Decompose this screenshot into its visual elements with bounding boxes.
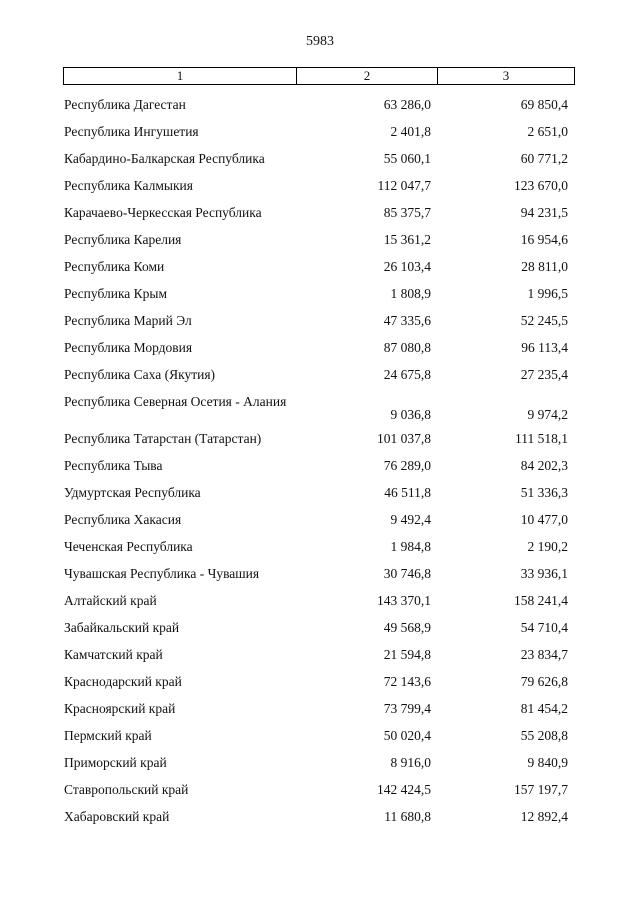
value-col-2: 1 808,9 bbox=[390, 286, 431, 301]
value-col-2: 87 080,8 bbox=[383, 340, 431, 355]
value-col-3: 16 954,6 bbox=[520, 232, 568, 247]
value-col-2: 73 799,4 bbox=[383, 701, 431, 716]
region-name: Республика Татарстан (Татарстан) bbox=[64, 431, 262, 446]
table-row bbox=[0, 173, 640, 200]
value-col-3: 69 850,4 bbox=[520, 97, 568, 112]
region-name: Красноярский край bbox=[64, 701, 176, 716]
value-col-2: 2 401,8 bbox=[390, 124, 431, 139]
table-row bbox=[0, 696, 640, 723]
value-col-3: 2 190,2 bbox=[527, 539, 568, 554]
region-name: Краснодарский край bbox=[64, 674, 182, 689]
value-col-3: 79 626,8 bbox=[520, 674, 568, 689]
value-col-2: 76 289,0 bbox=[383, 458, 431, 473]
region-name: Алтайский край bbox=[64, 593, 157, 608]
value-col-2: 24 675,8 bbox=[383, 367, 431, 382]
value-col-2: 112 047,7 bbox=[377, 178, 431, 193]
table-row bbox=[0, 362, 640, 389]
region-name: Карачаево-Черкесская Республика bbox=[64, 205, 262, 220]
table-row bbox=[0, 146, 640, 173]
value-col-3: 111 518,1 bbox=[515, 431, 568, 446]
region-name: Республика Северная Осетия - Алания bbox=[64, 394, 287, 409]
value-col-3: 33 936,1 bbox=[520, 566, 568, 581]
value-col-3: 158 241,4 bbox=[514, 593, 568, 608]
table-row bbox=[0, 723, 640, 750]
value-col-3: 94 231,5 bbox=[520, 205, 568, 220]
value-col-3: 9 840,9 bbox=[527, 755, 568, 770]
value-col-2: 11 680,8 bbox=[384, 809, 431, 824]
region-name: Хабаровский край bbox=[64, 809, 170, 824]
value-col-3: 27 235,4 bbox=[520, 367, 568, 382]
region-name: Республика Калмыкия bbox=[64, 178, 193, 193]
region-name: Приморский край bbox=[64, 755, 167, 770]
region-name: Кабардино-Балкарская Республика bbox=[64, 151, 265, 166]
region-name: Республика Мордовия bbox=[64, 340, 193, 355]
header-col-3: 3 bbox=[502, 68, 510, 83]
table-row bbox=[0, 389, 640, 426]
value-col-2: 142 424,5 bbox=[377, 782, 431, 797]
region-name: Республика Тыва bbox=[64, 458, 163, 473]
header-col-2: 2 bbox=[297, 68, 438, 84]
table-row bbox=[0, 200, 640, 227]
region-name: Чеченская Республика bbox=[64, 539, 193, 554]
table-body bbox=[0, 92, 640, 831]
table-row bbox=[0, 453, 640, 480]
value-col-2: 49 568,9 bbox=[383, 620, 431, 635]
value-col-3: 2 651,0 bbox=[527, 124, 568, 139]
region-name: Чувашская Республика - Чувашия bbox=[64, 566, 260, 581]
table-row bbox=[0, 534, 640, 561]
value-col-2: 9 492,4 bbox=[390, 512, 431, 527]
table-row bbox=[0, 227, 640, 254]
table-row bbox=[0, 426, 640, 453]
table-row bbox=[0, 777, 640, 804]
value-col-2: 46 511,8 bbox=[384, 485, 431, 500]
table-row bbox=[0, 119, 640, 146]
value-col-2: 55 060,1 bbox=[383, 151, 431, 166]
value-col-3: 96 113,4 bbox=[521, 340, 568, 355]
page-number: 5983 bbox=[306, 34, 334, 49]
value-col-3: 55 208,8 bbox=[520, 728, 568, 743]
value-col-2: 9 036,8 bbox=[390, 407, 431, 422]
region-name: Республика Крым bbox=[64, 286, 168, 301]
table-row bbox=[0, 308, 640, 335]
value-col-2: 26 103,4 bbox=[383, 259, 431, 274]
region-name: Удмуртская Республика bbox=[64, 485, 201, 500]
value-col-3: 157 197,7 bbox=[514, 782, 568, 797]
value-col-2: 1 984,8 bbox=[390, 539, 431, 554]
value-col-3: 81 454,2 bbox=[520, 701, 568, 716]
value-col-3: 51 336,3 bbox=[520, 485, 568, 500]
table-row bbox=[0, 642, 640, 669]
table-row bbox=[0, 669, 640, 696]
value-col-2: 101 037,8 bbox=[377, 431, 431, 446]
value-col-3: 1 996,5 bbox=[527, 286, 568, 301]
value-col-2: 47 335,6 bbox=[383, 313, 431, 328]
value-col-3: 28 811,0 bbox=[521, 259, 568, 274]
table-row bbox=[0, 254, 640, 281]
region-name: Пермский край bbox=[64, 728, 152, 743]
table-row bbox=[0, 804, 640, 831]
region-name: Республика Хакасия bbox=[64, 512, 182, 527]
table-row bbox=[0, 561, 640, 588]
region-name: Республика Саха (Якутия) bbox=[64, 367, 216, 382]
value-col-3: 23 834,7 bbox=[520, 647, 568, 662]
region-name: Республика Марий Эл bbox=[64, 313, 192, 328]
table-row bbox=[0, 588, 640, 615]
value-col-3: 84 202,3 bbox=[520, 458, 568, 473]
value-col-2: 85 375,7 bbox=[383, 205, 431, 220]
region-name: Камчатский край bbox=[64, 647, 163, 662]
table-row bbox=[0, 92, 640, 119]
region-name: Республика Дагестан bbox=[64, 97, 186, 112]
region-name: Республика Коми bbox=[64, 259, 165, 274]
region-name: Республика Карелия bbox=[64, 232, 182, 247]
value-col-2: 143 370,1 bbox=[377, 593, 431, 608]
value-col-2: 21 594,8 bbox=[383, 647, 431, 662]
value-col-3: 52 245,5 bbox=[520, 313, 568, 328]
table-row bbox=[0, 281, 640, 308]
table-row bbox=[0, 615, 640, 642]
table-header bbox=[63, 67, 575, 85]
table-row bbox=[0, 335, 640, 362]
table-row bbox=[0, 750, 640, 777]
value-col-2: 72 143,6 bbox=[383, 674, 431, 689]
value-col-2: 30 746,8 bbox=[383, 566, 431, 581]
value-col-3: 54 710,4 bbox=[520, 620, 568, 635]
table-row bbox=[0, 507, 640, 534]
value-col-2: 15 361,2 bbox=[383, 232, 431, 247]
value-col-2: 8 916,0 bbox=[390, 755, 431, 770]
region-name: Ставропольский край bbox=[64, 782, 189, 797]
value-col-2: 63 286,0 bbox=[383, 97, 431, 112]
value-col-3: 10 477,0 bbox=[520, 512, 568, 527]
region-name: Забайкальский край bbox=[64, 620, 180, 635]
region-name: Республика Ингушетия bbox=[64, 124, 199, 139]
value-col-3: 12 892,4 bbox=[520, 809, 568, 824]
value-col-3: 9 974,2 bbox=[527, 407, 568, 422]
value-col-3: 60 771,2 bbox=[520, 151, 568, 166]
table-row bbox=[0, 480, 640, 507]
header-col-1: 1 bbox=[64, 68, 297, 84]
value-col-2: 50 020,4 bbox=[383, 728, 431, 743]
value-col-3: 123 670,0 bbox=[514, 178, 568, 193]
